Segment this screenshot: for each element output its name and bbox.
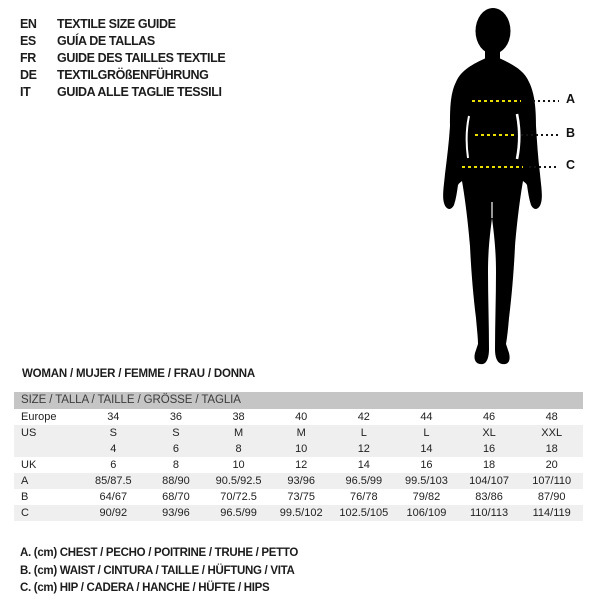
size-cell: 10: [295, 443, 308, 455]
row-label-cell: [14, 441, 82, 457]
size-cell: 18: [545, 443, 558, 455]
size-table-header: SIZE / TALLA / TAILLE / GRÖSSE / TAGLIA: [14, 392, 583, 409]
size-cell: 12: [295, 459, 308, 471]
row-label-cell: B: [21, 491, 29, 503]
waist-pointer-dots: [521, 134, 559, 136]
size-cell: 88/90: [162, 475, 190, 487]
size-cell: 104/107: [469, 475, 509, 487]
size-cell: M: [296, 427, 306, 439]
size-cell: 40: [295, 411, 308, 423]
measurement-marker-waist: [425, 126, 600, 140]
size-cell: 102.5/105: [339, 507, 389, 519]
woman-silhouette-icon: [425, 6, 565, 368]
size-cell: 110/113: [469, 507, 509, 519]
size-cell: 70/72.5: [220, 491, 257, 503]
language-label: TEXTILE SIZE GUIDE: [57, 16, 176, 31]
row-label-cell: Europe: [21, 411, 57, 423]
size-cell: S: [109, 427, 117, 439]
language-code: ES: [20, 33, 36, 48]
size-cell: 42: [357, 411, 370, 423]
size-cell: 114/119: [532, 507, 571, 519]
language-row: [20, 49, 225, 66]
language-row: [20, 15, 225, 32]
row-label-cell: UK: [21, 459, 37, 471]
size-cell: 93/96: [287, 475, 315, 487]
size-cell: 12: [357, 443, 370, 455]
size-cell: 10: [232, 459, 245, 471]
size-cell: 20: [545, 459, 558, 471]
size-cell: L: [360, 427, 367, 439]
row-label-cell: A: [21, 475, 29, 487]
size-cell: 83/86: [475, 491, 503, 503]
size-cell: 48: [545, 411, 558, 423]
language-row: [20, 66, 225, 83]
size-cell: 44: [420, 411, 433, 423]
size-cell: 6: [172, 443, 179, 455]
size-cell: XL: [482, 427, 496, 439]
table-row: [14, 489, 583, 505]
size-figure: [425, 6, 600, 370]
legend-line-waist: B. (cm) WAIST / CINTURA / TAILLE / HÜFTUNG / VITA: [20, 564, 295, 577]
hip-measure-line: [462, 166, 523, 168]
measurement-legend: [20, 545, 298, 598]
language-code: DE: [20, 67, 37, 82]
size-cell: 34: [107, 411, 120, 423]
marker-label-c: C: [566, 158, 575, 172]
size-cell: 90.5/92.5: [215, 475, 262, 487]
size-cell: 8: [172, 459, 179, 471]
size-cell: 96.5/99: [220, 507, 257, 519]
size-cell: L: [423, 427, 430, 439]
size-cell: 4: [110, 443, 117, 455]
table-row: [14, 409, 583, 425]
size-cell: 79/82: [412, 491, 441, 503]
language-row: [20, 32, 225, 49]
chest-measure-line: [472, 100, 521, 102]
language-code: IT: [20, 84, 31, 99]
size-cell: 16: [420, 459, 433, 471]
size-cell: 87/90: [537, 491, 566, 503]
size-cell: 99.5/103: [405, 475, 448, 487]
size-cell: 16: [482, 443, 496, 455]
size-cell: 46: [482, 411, 496, 423]
legend-line-hip: C. (cm) HIP / CADERA / HANCHE / HÜFTE / HIPS: [20, 582, 270, 594]
language-label: GUÍA DE TALLAS: [57, 33, 155, 48]
language-label: GUIDA ALLE TAGLIE TESSILI: [57, 84, 222, 99]
table-row: [14, 457, 583, 473]
marker-label-b: B: [566, 126, 575, 140]
size-cell: 18: [482, 459, 496, 471]
size-cell: M: [233, 427, 244, 439]
row-label-cell: US: [21, 427, 37, 439]
size-cell: 14: [357, 459, 370, 471]
size-cell: 68/70: [162, 491, 190, 503]
size-cell: 36: [169, 411, 183, 423]
size-cell: 90/92: [99, 507, 128, 519]
measurement-marker-chest: [425, 92, 600, 106]
row-label-cell: C: [21, 507, 29, 519]
language-label: TEXTILGRÖßENFÜHRUNG: [57, 67, 209, 82]
size-table: [14, 392, 583, 521]
marker-label-a: A: [566, 92, 575, 106]
language-label: GUIDE DES TAILLES TEXTILE: [57, 50, 226, 65]
size-cell: 106/109: [406, 507, 447, 519]
waist-measure-line: [475, 134, 517, 136]
hip-pointer-dots: [529, 166, 559, 168]
chest-pointer-dots: [533, 100, 559, 102]
size-cell: XXL: [541, 427, 563, 439]
size-cell: 96.5/99: [345, 475, 383, 487]
table-row: [14, 505, 583, 521]
table-row: [14, 425, 583, 441]
size-cell: 8: [235, 443, 242, 455]
legend-line-chest: A. (cm) CHEST / PECHO / POITRINE / TRUHE / PETTO: [20, 547, 299, 559]
size-cell: 76/78: [350, 491, 378, 503]
size-cell: 73/75: [287, 491, 315, 503]
table-row: [14, 441, 583, 457]
size-cell: 107/110: [532, 475, 572, 487]
size-cell: 6: [110, 459, 117, 471]
table-row: [14, 473, 583, 489]
section-title: WOMAN / MUJER / FEMME / FRAU / DONNA: [22, 368, 256, 380]
size-table-body: [14, 409, 583, 521]
size-cell: 93/96: [162, 507, 190, 519]
language-code: FR: [20, 50, 36, 65]
size-cell: 38: [232, 411, 245, 423]
size-cell: 85/87.5: [94, 475, 132, 487]
language-list: [20, 15, 225, 100]
size-cell: 64/67: [99, 491, 128, 503]
size-cell: 99.5/102: [279, 507, 323, 519]
size-cell: S: [172, 427, 180, 439]
language-code: EN: [20, 16, 37, 31]
size-cell: 14: [420, 443, 433, 455]
language-row: [20, 83, 225, 100]
measurement-marker-hip: [425, 158, 600, 172]
